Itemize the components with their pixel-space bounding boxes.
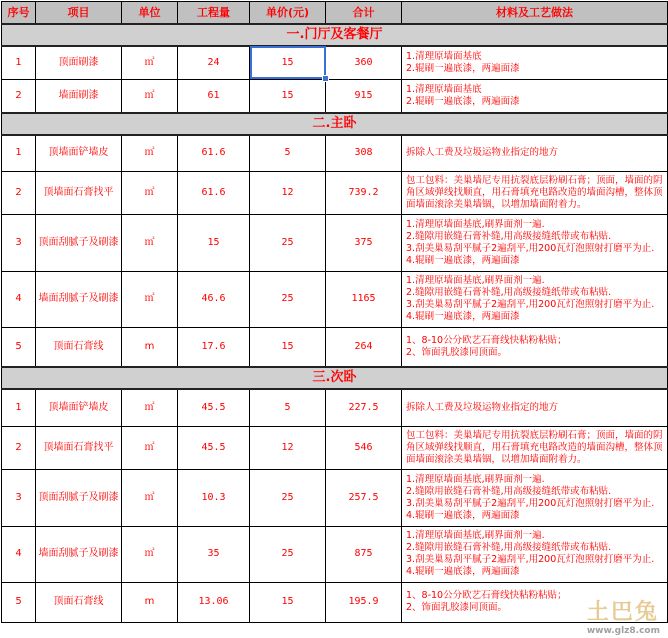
material-line: 2、饰面乳胶漆同顶面。 [406, 346, 508, 358]
row-price-cell[interactable]: 15 [250, 327, 326, 367]
row-qty-cell[interactable]: 13.06 [178, 582, 250, 622]
material-line: 包工包料：美巢墙尼专用抗裂底层粉刷石膏；顶面，墙面的阴角区域弹线找顺直，用石膏填充电路改造的墙面沟槽，整体顶面墙面滚涂美巢墙锢，以增加墙面附着力。 [406, 174, 663, 210]
row-no-cell[interactable]: 2 [2, 171, 36, 214]
row-qty-cell[interactable]: 61.6 [178, 171, 250, 214]
material-line: 1.清理原墙面基底,刷界面剂一遍. [406, 530, 545, 541]
table-row [2, 327, 668, 367]
section-title[interactable]: 一.门厅及客餐厅 [2, 24, 668, 46]
row-no-cell[interactable]: 1 [2, 135, 36, 171]
table-row [2, 389, 668, 426]
fill-handle[interactable] [322, 75, 329, 82]
material-line: 1.清理原墙面基底,刷界面剂一遍. [406, 275, 545, 286]
row-qty-cell[interactable]: 35 [178, 526, 250, 582]
material-line: 3.刮美巢易刮平腻子2遍刮平,用200瓦灯泡照射打磨平为止. 4.辊刷一遍底漆，两遍面漆 [406, 299, 658, 322]
row-price-cell[interactable]: 25 [250, 271, 326, 327]
row-unit-cell[interactable]: ㎡ [122, 271, 178, 327]
table-row [2, 426, 668, 469]
material-line: 2.辊刷一遍底漆，两遍面漆 [406, 62, 520, 74]
row-total-cell[interactable]: 875 [326, 526, 402, 582]
row-total-cell[interactable]: 375 [326, 214, 402, 271]
row-material-cell[interactable] [402, 79, 668, 113]
material-line: 拆除人工费及垃圾运物业指定的地方 [406, 401, 559, 413]
row-qty-cell[interactable]: 15 [178, 214, 250, 271]
row-total-cell[interactable]: 227.5 [326, 389, 402, 426]
row-material-cell[interactable] [402, 469, 668, 526]
row-unit-cell[interactable]: ㎡ [122, 171, 178, 214]
row-item-cell[interactable]: 墙面刷漆 [36, 79, 122, 113]
row-material-cell[interactable] [402, 171, 668, 214]
row-material-cell[interactable] [402, 46, 668, 79]
header-price[interactable]: 单价(元) [250, 2, 326, 25]
row-price-cell[interactable]: 15 [250, 46, 326, 79]
row-no-cell[interactable]: 2 [2, 426, 36, 469]
row-qty-cell[interactable]: 61 [178, 79, 250, 113]
material-line: 拆除人工费及垃圾运物业指定的地方 [406, 147, 559, 159]
material-line: 3.刮美巢易刮平腻子2遍刮平,用200瓦灯泡照射打磨平为止. 4.辊刷一遍底漆，两遍面漆 [406, 554, 658, 577]
row-material-cell[interactable] [402, 389, 668, 426]
row-total-cell[interactable]: 739.2 [326, 171, 402, 214]
table-row [2, 526, 668, 582]
row-item-cell[interactable]: 顶面刮腻子及刷漆 [36, 469, 122, 526]
row-unit-cell[interactable]: m [122, 582, 178, 622]
row-total-cell[interactable]: 915 [326, 79, 402, 113]
row-price-cell[interactable]: 5 [250, 389, 326, 426]
section-row [2, 24, 668, 46]
header-material[interactable]: 材料及工艺做法 [402, 2, 668, 25]
section-row [2, 113, 668, 135]
row-unit-cell[interactable]: ㎡ [122, 426, 178, 469]
row-material-cell[interactable] [402, 426, 668, 469]
site-watermark [587, 595, 660, 636]
header-no[interactable]: 序号 [2, 2, 36, 25]
row-material-cell[interactable] [402, 327, 668, 367]
row-item-cell[interactable]: 顶墙面石膏找平 [36, 426, 122, 469]
material-line: 1.清理原墙面基底,刷界面剂一遍. [406, 473, 545, 485]
row-qty-cell[interactable]: 46.6 [178, 271, 250, 327]
section-title[interactable]: 三.次卧 [2, 367, 668, 389]
row-qty-cell[interactable]: 10.3 [178, 469, 250, 526]
row-no-cell[interactable]: 3 [2, 214, 36, 271]
row-material-cell[interactable] [402, 526, 668, 582]
row-price-cell[interactable]: 25 [250, 214, 326, 271]
material-line: 2.辊刷一遍底漆，两遍面漆 [406, 95, 520, 107]
material-line: 1.清理原墙面基底,刷界面剂一遍. [406, 218, 545, 230]
row-total-cell[interactable]: 546 [326, 426, 402, 469]
watermark-text: 土巴兔 [586, 599, 659, 625]
material-line: 1.清理原墙面基底 [406, 50, 482, 62]
header-total[interactable]: 合计 [326, 2, 402, 25]
table-row [2, 214, 668, 271]
row-no-cell[interactable]: 1 [2, 46, 36, 79]
material-line: 2.缝隙用嵌缝石膏补缝,用高级接缝纸带或布粘贴. [406, 542, 612, 553]
header-item[interactable]: 项目 [36, 2, 122, 25]
material-line: 3.刮美巢易刮平腻子2遍刮平,用200瓦灯泡照射打磨平为止. 4.辊刷一遍底漆，两遍面漆 [406, 242, 658, 266]
row-item-cell[interactable]: 墙面刮腻子及刷漆 [36, 526, 122, 582]
row-total-cell[interactable]: 308 [326, 135, 402, 171]
row-no-cell[interactable]: 5 [2, 327, 36, 367]
row-item-cell[interactable]: 顶墙面石膏找平 [36, 171, 122, 214]
section-title[interactable]: 二.主卧 [2, 113, 668, 135]
table-row [2, 171, 668, 214]
row-qty-cell[interactable]: 45.5 [178, 389, 250, 426]
material-line: 1、8-10公分欧艺石膏线快粘粉粘贴； [406, 590, 567, 601]
material-line: 2.缝隙用嵌缝石膏补缝,用高级接缝纸带或布粘贴. [406, 287, 612, 298]
row-total-cell[interactable]: 360 [326, 46, 402, 79]
header-qty[interactable]: 工程量 [178, 2, 250, 25]
row-material-cell[interactable] [402, 214, 668, 271]
row-unit-cell[interactable]: ㎡ [122, 46, 178, 79]
table-row [2, 271, 668, 327]
material-line: 3.刮美巢易刮平腻子2遍刮平,用200瓦灯泡照射打磨平为止. 4.辊刷一遍底漆，两遍面漆 [406, 497, 658, 521]
row-price-cell[interactable]: 25 [250, 526, 326, 582]
row-no-cell[interactable]: 5 [2, 582, 36, 622]
row-price-cell[interactable]: 15 [250, 582, 326, 622]
material-line: 1、8-10公分欧艺石膏线快粘粉粘贴； [406, 334, 567, 346]
row-total-cell[interactable]: 195.9 [326, 582, 402, 622]
row-item-cell[interactable]: 顶墙面铲墙皮 [36, 135, 122, 171]
material-line: 1.清理原墙面基底 [406, 83, 482, 95]
row-item-cell[interactable]: 顶面刮腻子及刷漆 [36, 214, 122, 271]
row-item-cell[interactable]: 顶墙面铲墙皮 [36, 389, 122, 426]
section-row [2, 367, 668, 389]
row-unit-cell[interactable]: ㎡ [122, 526, 178, 582]
quote-table [1, 1, 668, 623]
row-qty-cell[interactable]: 24 [178, 46, 250, 79]
row-material-cell[interactable] [402, 135, 668, 171]
row-no-cell[interactable]: 4 [2, 526, 36, 582]
watermark-url: www.glz8.com [586, 626, 660, 636]
header-unit[interactable]: 单位 [122, 2, 178, 25]
row-item-cell[interactable]: 顶面刷漆 [36, 46, 122, 79]
row-price-cell[interactable]: 12 [250, 426, 326, 469]
row-price-cell[interactable]: 15 [250, 79, 326, 113]
table-row [2, 46, 668, 79]
row-price-cell[interactable]: 25 [250, 469, 326, 526]
row-unit-cell[interactable]: ㎡ [122, 79, 178, 113]
row-no-cell[interactable]: 2 [2, 79, 36, 113]
row-item-cell[interactable]: 顶面石膏线 [36, 327, 122, 367]
material-line: 包工包料：美巢墙尼专用抗裂底层粉刷石膏；顶面，墙面的阴角区域弹线找顺直，用石膏填充电路改造的墙面沟槽，整体顶面墙面滚涂美巢墙锢，以增加墙面附着力。 [406, 429, 663, 465]
row-unit-cell[interactable]: ㎡ [122, 469, 178, 526]
row-total-cell[interactable]: 264 [326, 327, 402, 367]
material-line: 2、饰面乳胶漆同顶面。 [406, 602, 508, 613]
row-unit-cell[interactable]: ㎡ [122, 214, 178, 271]
table-row [2, 79, 668, 113]
header-row [2, 2, 668, 25]
row-qty-cell[interactable]: 61.6 [178, 135, 250, 171]
material-line: 2.缝隙用嵌缝石膏补缝,用高级接缝纸带或布粘贴. [406, 485, 612, 497]
row-item-cell[interactable]: 顶面石膏线 [36, 582, 122, 622]
row-unit-cell[interactable]: m [122, 327, 178, 367]
row-item-cell[interactable]: 墙面刮腻子及刷漆 [36, 271, 122, 327]
table-row [2, 135, 668, 171]
row-qty-cell[interactable]: 17.6 [178, 327, 250, 367]
row-no-cell[interactable]: 1 [2, 389, 36, 426]
row-unit-cell[interactable]: ㎡ [122, 135, 178, 171]
row-qty-cell[interactable]: 45.5 [178, 426, 250, 469]
row-material-cell[interactable] [402, 271, 668, 327]
table-row [2, 469, 668, 526]
row-price-cell[interactable]: 5 [250, 135, 326, 171]
row-total-cell[interactable]: 1165 [326, 271, 402, 327]
row-no-cell[interactable]: 4 [2, 271, 36, 327]
row-price-cell[interactable]: 12 [250, 171, 326, 214]
row-unit-cell[interactable]: ㎡ [122, 389, 178, 426]
row-no-cell[interactable]: 3 [2, 469, 36, 526]
row-total-cell[interactable]: 257.5 [326, 469, 402, 526]
material-line: 2.缝隙用嵌缝石膏补缝,用高级接缝纸带或布粘贴. [406, 230, 612, 242]
table-row [2, 582, 668, 622]
